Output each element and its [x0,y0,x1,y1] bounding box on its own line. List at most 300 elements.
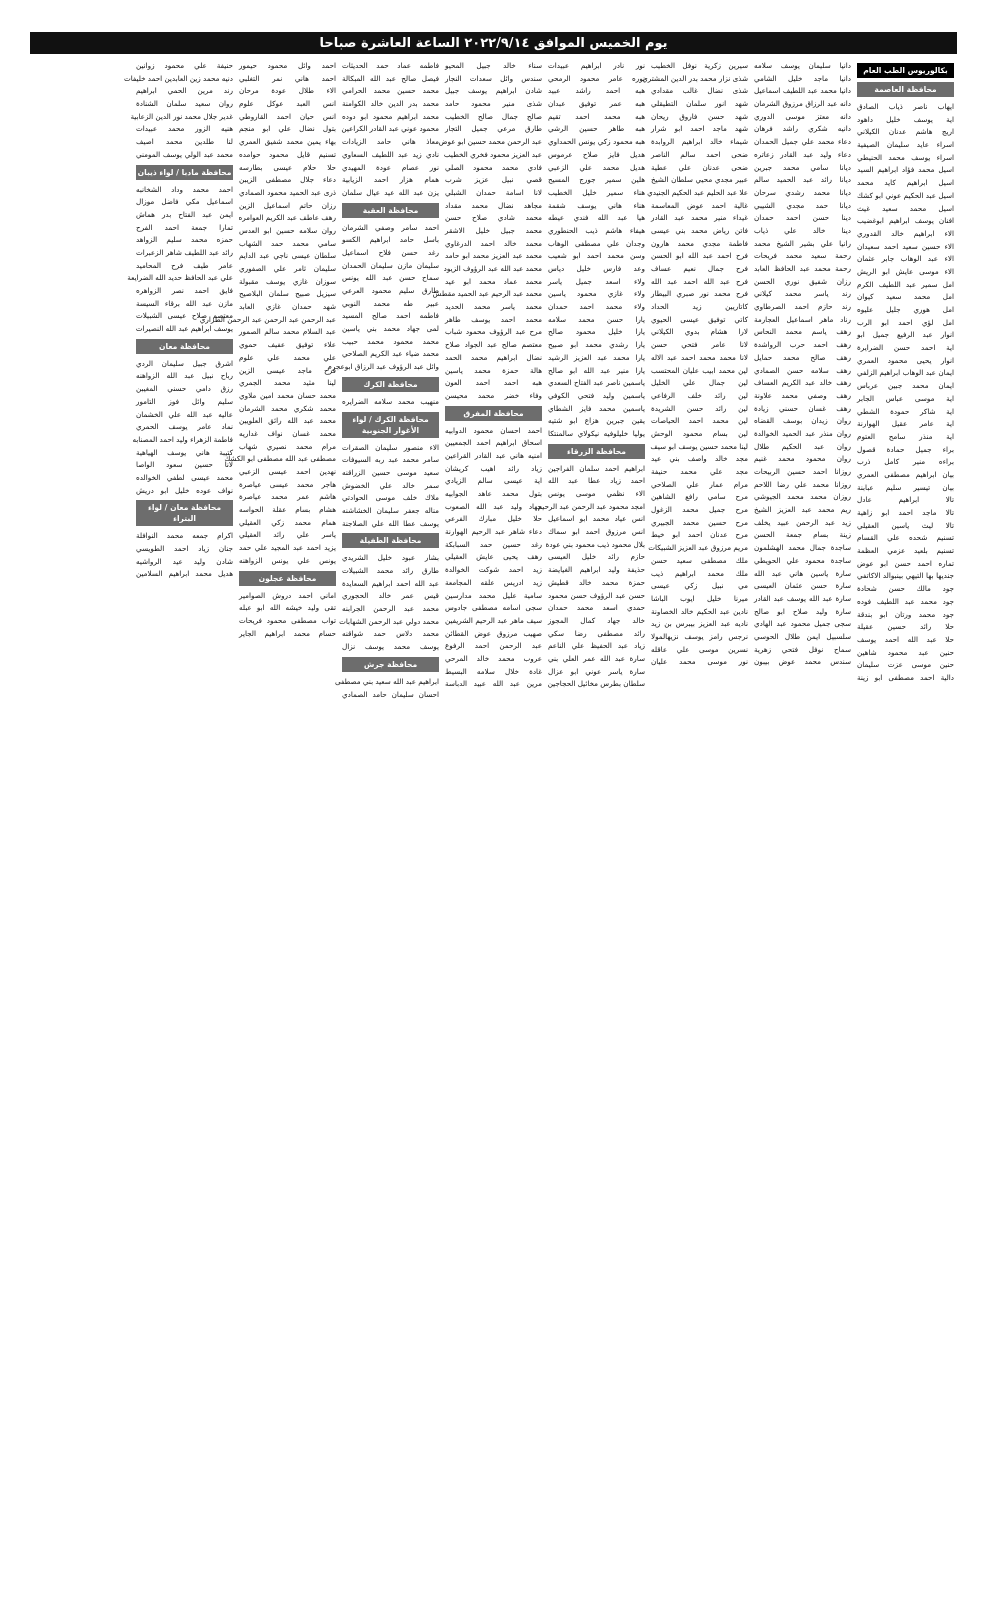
section-header: محافظة المفرق [445,406,542,421]
section-header: محافظة عجلون [239,571,336,586]
name-entry: اية عامر عقيل الهوارنة [857,419,954,429]
name-entry: اية منذر سامح العتوم [857,431,954,441]
name-entry: لانا محمد محمد احمد عبد الاله [651,352,748,362]
name-entry: روان منذر عبد الحميد الخوالدة [754,428,851,438]
name-entry: محمد دولي عبد الرحمن الشهابات [339,616,439,626]
name-entry: صالح جمال صالح الخطيب [445,111,542,121]
name-entry: حلا رائد حسين عقيلة [857,622,954,632]
name-entry: نواف عوده خليل ابو دريش [136,485,233,495]
name-entry: فرح احمد عبد الله ابو الحسن [651,251,748,261]
name-entry: امجد محمود عبد الرحمن عبد الرحيم [537,501,645,511]
name-entry: دعاء شاهر عبد الرحيم الهوارنة [445,527,542,537]
name-entry: رباح نبيل عبد الله الزواهنه [136,371,233,381]
name-entry: جنان زياد احمد الطويسي [136,544,233,553]
name-entry: سيف ماهر عبد الرحيم الشريفين [445,615,542,625]
name-entry: محمد عبد الله عبد الرؤوف الزيود [443,264,542,273]
name-entry: يزن عبد الله عيد عيال سلمان [342,187,439,197]
name-entry: ناديه عبد العزيز بيبرس بن زيد [651,619,748,629]
name-entry: مرام عمار علي الصلاحي [651,479,748,489]
name-entry: جود مالك حسن شحادة [857,584,954,594]
name-entry: رائد عبد اللطيف شاهر الزعبرات [136,247,233,257]
name-entry: بتول نضال علي ابو منجم [239,124,336,134]
name-entry: لانا حسين سعود الواصا [136,460,233,470]
name-entry: يوسف ابراهيم عبد الله النصيرات [135,324,233,334]
name-entry: خالد جهاد كمال المجوز [548,615,645,625]
name-entry: يارا رشدي محمد ابو صبيح [548,340,645,350]
name-entry: نور عصام عودة المهيدي [342,162,439,172]
name-entry: سليمان مازن سليمان الحمدان [342,260,439,270]
name-entry: يارا خليل محمود صالح [548,327,645,337]
name-entry: محمد خالد احمد الدرغاوي [445,238,542,248]
name-entry: فاتن رياض محمد بني عيسى [651,225,748,235]
name-entry: بيان ابراهيم مصطفى العمري [857,469,954,479]
name-entry: لانا عامر فتحي حسن [651,340,748,350]
name-entry: تمارا جمعة احمد الفرح [136,222,233,232]
name-entry: امل لؤي احمد ابو الرب [857,317,954,327]
name-entry: رهف صالح محمد حمايل [754,352,851,362]
date-banner: يوم الخميس الموافق ٢٠٢٢/٩/١٤ الساعة العاشرة صباحا [30,32,957,54]
name-entry: رهف ياسم محمد النحاس [754,327,851,337]
name-entry: هناء هاني يوسف شقمة [548,200,645,210]
name-entry: هاجر محمد عيسى عياصرة [239,479,336,489]
name-entry: شذى نزار محمد بدر الدين المشتري [642,73,748,83]
name-entry: سارة ياسين هاني عبد الله [754,568,851,578]
name-entry: عبد السلام محمد سالم الصمور [239,327,336,337]
name-entry: لين رائد حسن الشريدة [651,403,748,413]
name-entry: لين جمال علي الخليل [651,378,748,388]
name-entry: ياسمين وليد فتحي الكوفي [548,390,645,400]
name-entry: فايق احمد نصر الزواهره [136,286,233,295]
name-entry: زياد عبد الحفيظ علي الناعم [548,641,645,651]
name-entry: يقين جبرين هزاع ابو شتيه [548,416,645,426]
name-entry: ايمن عبد الفتاح بدر هماش [136,209,233,219]
name-entry: يوسف عطا الله علي الصلاجنة [342,518,439,528]
name-entry: سامر محمد عبد ربه السيوفات [342,455,439,465]
name-entry: زينة بسام جمعة الحسن [754,530,851,540]
name-entry: فرح جمال نعيم عساف [651,264,748,273]
name-entry: جود محمد عبد اللطيف فوده [857,596,954,606]
name-entry: هبه عمر توفيق عبدان [548,99,645,109]
name-entry: اكرام جمعه محمد النوافلة [136,531,233,541]
name-entry: احسان سليمان حامد الصمادي [342,689,439,699]
name-entry: محمد ابراهيم محمود ابو دوده [342,111,439,121]
name-entry: رهف وصفي محمد علاونة [754,390,851,400]
name-entry: امل هوري جليل عليوه [857,305,954,314]
name-entry: محمد عبد الولي يوسف المومني [136,149,233,159]
name-entry: هبه احمد احمد العون [445,378,542,388]
section-header: محافظة جرش [342,657,439,672]
name-entry: قيس عمر خالد الحجوري [342,591,439,601]
name-entry: انس مرزوق احمد ابو سماك [548,527,645,537]
name-entry: لين محمد احمد الحياصات [651,416,748,426]
name-entry: روان زيدان بوسف القضاه [754,416,851,426]
name-entry: حسام محمد ابراهيم الجاير [239,628,336,638]
section-header: محافظة الزرقاء [548,444,645,459]
name-entry: بتول محمد عاهد الجوابيه [445,489,542,498]
name-entry: قصي نبيل عزيز شرب [445,175,542,185]
name-entry: زيد احمد شوكت الخوالدة [445,565,542,575]
name-entry: اية يوسف خليل داهود [857,114,954,124]
name-entry: رند حازم احمد الصرطاوي [754,302,851,312]
names-columns [30,60,957,705]
name-entry: جهاد وليد عبد الله الصعوب [445,501,542,511]
name-entry: فادي محمد محمود الصلي [445,162,542,172]
name-entry: بيان تيسير سليم عبابنة [857,482,954,492]
name-entry: الاء نظمي موسى يونس [548,489,645,498]
name-entry: ولاء غازي محمود ياسين [548,289,645,299]
name-entry: هناء سمير خليل الخطيب [548,187,645,197]
name-entry: طارق رائد محمد الشبيلات [342,566,439,575]
section-header: محافظة معان / لواء البتراء [136,500,233,526]
column-8 [123,60,236,705]
name-entry: مناله جعفر سليمان الخشاشنه [342,505,439,515]
name-entry: دانه عبد الرزاق مرزوق الشرمان [754,99,851,109]
name-entry: نهدين احمد عيسى الزعبي [239,467,336,476]
name-entry: هديل فايز صلاح عرموس [548,149,645,159]
name-entry: غادة خلال سلامه البسيط [445,666,542,676]
name-entry: اسيل عبد الحكيم عوني ابو كشك [857,190,954,200]
name-entry: اية موسى عباس الجابر [857,393,954,403]
name-entry: معاذ هاني حامد الزيادات [342,137,439,147]
name-entry: اسحاق ابراهيم احمد الجمعيين [445,438,542,448]
name-entry: محمد عبد الرحيم عبد الحميد مقطش [432,289,542,299]
name-entry: مرح حسين محمد الجبيري [651,517,748,527]
name-entry: اسيل ابراهيم كايد محمد [857,178,954,188]
name-entry: انس العبد عوكل علوم [239,99,336,109]
name-entry: تواب مصطفى محمود فريحات [239,615,336,625]
name-entry: اية عيسى سالم الزيادي [445,476,542,486]
name-entry: عبد الرحمن احمد الرفوع [445,641,542,651]
name-entry: لين بسام محمود الوحش [651,428,748,438]
name-entry: شذى منير محمود حامد [445,99,542,109]
name-entry: محمد حسان محمد امين ملاوي [239,390,336,400]
name-entry: هاشم عمر محمد عياصرة [239,492,336,502]
name-entry: شذى نضال غالب مقدادي [651,86,748,96]
name-entry: مريم مرزوق عبد العزيز الشبيكات [648,543,748,553]
name-entry: معتصم صالح عبد الجواد صلاح [445,340,542,350]
name-entry: الاء عبد الوهاب جابر عثمان [857,254,954,264]
name-entry: سوزان غازي يوسف مقبولة [239,276,336,286]
name-entry: كاتي توفيق عيسى الحيوي [651,314,748,324]
name-entry: محمد بدر الدين خالد الكوامنة [342,99,439,109]
name-entry: هبه محمد احمد تقيم [548,111,645,121]
name-entry: محمود عوني عبد القادر الكراعين [341,124,439,134]
name-entry: حمدي اسعد محمد حمدان [548,603,645,613]
name-entry: دينا حسن احمد حمدان [754,213,851,223]
name-entry: دعاء وليد عبد القادر زعاتره [754,149,851,159]
name-entry: ايهاب ناصر ذياب الصادق [857,102,954,111]
name-entry: تسنيم بلعيد عزمي العظمة [857,546,954,556]
name-entry: حلا حلام عيسى بطارسه [239,162,336,172]
name-entry: سامي محمد حمد الشهاب [239,238,336,248]
name-entry: بهاء يمين محمد شفيق العمري [239,137,336,147]
name-entry: رغد حسن فلاح اسماعيل [342,247,439,257]
name-entry: احمد وائل محمود حيمور [239,61,336,70]
name-entry: سندس وائل سعدات النجار [445,73,542,83]
name-entry: روان سعيد سلمان الشنادة [136,99,233,109]
section-header: محافظة معان [136,339,233,354]
name-entry: محمد عيسى لطفي الخوالده [136,472,233,482]
name-entry: وفاء خضر محمد محيسن [445,390,542,400]
name-entry: هبه احمد راشد عبيد [548,86,645,96]
name-entry: احمد سامر وصفي الشرمان [342,222,439,232]
name-entry: فاطمة الزهراء وليد احمد المصنابه [132,434,233,444]
name-entry: هلين سمير جورج المسيح [548,175,645,185]
name-entry: علي عبد الحافظ حديد الله الضرايعة [127,273,233,283]
name-entry: علي محمد علي علوم [239,352,336,362]
name-entry: اية شاكر حمودة الشطي [857,406,954,416]
name-entry: سليمان ثامر علي الصفوري [239,264,336,273]
name-entry: دعاء محمد علي جميل الحمدان [754,137,851,147]
name-entry: انس عياد محمد ابو اسماعيل [548,514,645,524]
name-entry: عبد الرحمن عبد الرحمن عبد الرحمن الطراري [199,314,336,324]
name-entry: سناء خالد جبيل المحيو [445,61,542,70]
name-entry: شادن ابراهيم يوسف جبيل [445,86,542,96]
column-3 [642,60,751,705]
name-entry: رحمة سعيد محمد فريحات [754,251,851,261]
name-entry: عبد الرحمن محمد حسين ابو عوض [438,137,542,147]
name-entry: رزق دامي حسني المغيبن [136,384,233,394]
name-entry: براء جميل حمادة قصول [857,444,954,454]
name-entry: فاطمه عماد حمد الحديثات [342,61,439,70]
name-entry: ديانا محمد رشدي سرحان [754,187,851,197]
name-entry: دانيا ماجد خليل الشامي [754,73,851,83]
name-entry: اماني احمد دروش الصوامير [239,590,336,600]
name-entry: وسن محمد احمد ابو شعيب [548,251,645,261]
name-entry: الاء حسين سعيد احمد سعيدان [857,241,954,251]
name-entry: علاء توفيق عفيف حموي [239,340,336,350]
name-entry: نسرين موسى علي عاقله [651,644,748,654]
name-entry: مرح عدنان احمد ابو خيط [651,530,748,540]
name-entry: تالا ليث ياسين العقيلي [857,520,954,530]
name-entry: مازن عبد الله برقاء السيسة [136,298,233,308]
name-entry: مجاهد نضال محمد مقداد [445,200,542,210]
name-entry: هنيه الزور محمد عبيدات [136,124,233,134]
name-entry: شيماء خالد ابراهيم الروابدة [651,137,748,147]
name-entry: اسيل محمد سعيد غيث [857,203,954,213]
name-entry: رانيا علي بشير الشيخ محمد [754,238,851,248]
name-entry: ديانا حمد مجدي الشيبي [754,200,851,210]
name-entry: اية احمد حسن الضرايرة [857,343,954,353]
name-entry: غيداء منير محمد عبد القادر [651,213,748,223]
name-entry: هيا عبد الله فندي عيطه [548,213,645,223]
name-entry: هبه محمود زكي يونس الحمداوي [548,137,645,147]
name-entry: محمد دلاس حمد شواقنه [342,629,439,639]
name-entry: سارة وليد صلاح ابو صالح [754,606,851,616]
name-entry: انوار يحيى محمود العمري [857,355,954,365]
name-entry: سجى جميل محمود عبد الهادي [754,619,851,629]
name-entry: سيرين زكرية نوفل الخطيب [651,61,748,70]
name-entry: الاء منصور سليمان الصقرات [342,442,439,452]
name-entry: زيد عبد الرحمن عبيد يخلف [754,517,851,527]
name-entry: وجدان علي مصطفى الوهاب [548,238,645,248]
name-entry: نادين عبد الحكيم خالد الخصاونة [651,606,748,616]
name-entry: رزان حاتم اسماعيل الزين [239,200,336,210]
name-entry: هالة حمزة محمد ياسين [445,365,542,375]
name-entry: نور نادر ابراهيم عبيدات [548,61,645,70]
name-entry: عامر طيف فرح المحاميد [136,260,233,270]
name-entry: يوسف محمد يوسف نزال [342,642,439,652]
name-entry: باسل حامد ابراهيم الكسو [342,235,439,245]
name-entry: حذيفة وليد ابراهيم الغيايضة [548,565,645,575]
name-entry: رند ياسر محمد كيلاني [754,289,851,299]
name-entry: همام هزار احمد الزيابية [342,175,439,185]
name-entry: محمد ياسر محمد الحديد [445,302,542,312]
name-entry: كاتاريين زيد الحداد [651,302,748,312]
name-entry: اسيل محمد فؤاد ابراهيم السيد [857,165,954,175]
name-entry: زياد رائد اهيب كريشان [445,463,542,473]
name-entry: لمى جهاد محمد بني ياسين [342,324,439,334]
name-entry: ريم محمد عبد العزيز الشيخ [754,505,851,515]
name-entry: سارة عبد الله يوسف عبد القادر [754,593,851,603]
name-entry: ياسر علي رائد العقيلي [239,530,336,540]
name-entry: غدير جلال محمد نور الدين الزعابية [130,111,233,121]
name-entry: سارة حسن عثمان العيسى [754,581,851,591]
name-entry: كتيبة هاني يوسف الهياهية [136,447,233,457]
name-entry: لين محمد ابيب عليان المحتسب [651,365,748,375]
name-entry: سيزيل صبيح سلمان البلاصيح [239,289,336,299]
name-entry: انس حيان احمد القاروطي [239,111,336,121]
name-entry: محمد ضياء عبد الكريم الصلاحي [342,349,439,359]
name-entry: مرح سامي رافع الشاهين [651,492,748,502]
name-entry: يارا منير عبد الله ابو صالح [548,365,645,375]
name-entry: سليم وائل فوز التامور [136,396,233,406]
name-entry: ولاء محمد احمد حمدان [548,302,645,312]
name-entry: يوليا خليلوفيه نيكولاي سالمنتكا [548,428,645,438]
section-header: محافظة العاصمة [857,82,954,97]
name-entry: محمد محمود محمد حبيب [342,336,439,346]
name-entry: نوره عامر محمود الرمحي [548,73,645,83]
name-entry: حنيفة علي محمود زوانين [136,61,233,70]
name-entry: همام محمد زكي العقيلي [239,517,336,527]
name-entry: ملك محمد ابراهيم ذيب [651,568,748,578]
name-entry: حسن عبد الرؤوف حسن محمود [548,590,645,600]
name-entry: هبه طاهر حسين الرشي [548,124,645,134]
name-entry: حنين عبد محمود شاهين [857,647,954,657]
name-entry: ولاء اسعد جميل ياسر [548,276,645,286]
name-entry: ياسمين محمد فايز الشطاي [548,403,645,413]
name-entry: طارق سليم محمود العرعي [342,286,439,295]
name-entry: يزيد احمد عبد المجيد علي حمد [239,543,336,553]
name-entry: جنديها بها التيهي بينبوالد الاكاتفي [857,571,954,581]
name-entry: دانيا سليمان يوسف سلامه [754,61,851,70]
name-entry: ميرنا خليل ايوب الباشا [651,593,748,603]
name-entry: محمد غسان نواف غداريه [239,428,336,438]
name-entry: شهد حسن فاروق ريحان [651,111,748,121]
name-entry: روان عبد الحكيم طلال [754,441,851,451]
name-entry: شادن وليد عيد الرواشيه [136,556,233,566]
name-entry: سارة ياسر عوني ابو عزال [548,666,645,676]
name-entry: تالا ماجد احمد ابو زاهية [857,508,954,517]
column-4 [537,60,648,705]
name-entry: زيد ادريس علقه المجامعة [445,577,542,587]
name-entry: دانيه شكري راشد فرهان [754,124,851,134]
name-entry: رند مرين الحمي ابراهيم [136,86,233,96]
name-entry: يارا حسن محمد سلامه [548,314,645,324]
name-entry: امل سمير عبد اللطيف الكرم [857,279,954,289]
name-entry: نضال ابراهيم محمد الحمد [445,352,542,362]
column-1 [854,60,957,705]
name-entry: روان سلامه حسين ابو العدس [239,225,336,235]
name-entry: تسنيم قايل محمود حوامده [239,149,336,159]
name-entry: رحمة محمد عبد الحافظ العابد [754,264,851,273]
name-entry: عبير مجدي محيي سلطان الشيخ [651,175,748,185]
name-entry: ياسمين ناصر عبد الفتاح السعدي [548,378,645,388]
name-entry: رناد ماهر اسماعيل العجارمة [754,314,851,324]
name-entry: علا عبد الحليم عبد الحكيم الجنيدي [647,187,748,197]
name-entry: ايمان محمد جبين عرباس [857,381,954,391]
name-entry: ساجدة جمال محمد الهشلمون [754,543,851,553]
section-header: بكالوريوس الطب العام [857,63,954,78]
name-entry: رهف غسان حسني زيادة [754,403,851,413]
name-entry: رهف يحيى عايش العقيلي [445,552,542,562]
name-entry: مرح جميل محمد الزغول [651,505,748,515]
name-entry: منهيب محمد سلامه الضرايره [342,396,439,406]
name-entry: مجد خالد واصف بني عيد [651,454,748,464]
name-entry: مصطفى عبد الله مصطفى ابو الكشك [224,454,336,464]
name-entry: لين رائد خلف الرفاعي [651,390,748,400]
name-entry: افنان يوسف ابراهيم ابوغضيب [857,216,954,226]
name-entry: نماد عامر يوسف الحمري [136,422,233,432]
column-2 [751,60,854,705]
name-entry: نور موسى محمد عليان [651,657,748,667]
name-entry: ابراهيم عبد الله سعيد بني مصطفى [335,676,439,686]
name-entry: حمزة محمد خالد قطيش [548,577,645,587]
name-entry: معتصم صلاح عيسى الشبيلات [136,311,233,321]
name-entry: دعاء جلال مصطفى الزيبن [239,175,336,185]
name-entry: حلا عبد الله احمد يوسف [857,634,954,644]
column-6 [327,60,442,705]
name-entry: اسماعيل مكي فاضل موزال [136,197,233,207]
name-entry: امنيه هاني عبد القادر القراعين [445,450,542,460]
name-entry: ملاك خلف موسى الحوادتي [342,493,439,503]
name-entry: ملك مصطفى سعيد حسن [651,555,748,565]
name-entry: لانا اسامة حمدان الشبلي [445,187,542,197]
name-entry: سلطان عيسى ناجي عبد الدايم [239,251,336,261]
name-entry: رهف خالد عبد الكريم العساف [754,378,851,388]
name-entry: دانيا محمد عبد اللطيف اسماعيل [754,86,851,96]
name-entry: فرح عبد الله احمد عبد الله [651,276,748,286]
name-entry: رائد مصطفى رضا سكي [548,628,645,638]
name-entry: ابراهيم احمد سلمان الفراجين [548,463,645,473]
name-entry: نادي زيد عبد اللطيف السعاوي [342,149,439,159]
name-entry: محمد حسين محمد الحرامي [342,86,439,96]
name-entry: انوار عبد الرفيع جميل ابو [857,330,954,340]
name-entry: ذرى عبد الحميد محمود الصمادي [239,187,336,197]
name-entry: براءه منير كامل ذرب [857,457,954,467]
name-entry: مجد علي محمد حنيفة [651,467,748,476]
name-entry: سعيد موسى حسين الزراقنه [342,467,439,477]
name-entry: عاليه عبد الله علي الخشمان [136,409,233,419]
name-entry: روان محمود محمد غنيم [754,454,851,464]
name-entry: بلال محمود ذيب محمود بني عودة [545,539,645,549]
name-entry: محمد احمد يوسف طاهر [445,314,542,324]
name-entry: عبير طه محمد النوبي [342,298,439,308]
name-entry: هشام بسام عقلة الحواسه [239,505,336,515]
name-entry: احمد زياد عطا عبد الله [548,476,645,486]
name-entry: يونس علي يونس الزواهنه [239,555,336,565]
name-entry: امل محمد سعيد كيوان [857,292,954,302]
name-entry: سمر خالد علي الخضوش [342,480,439,490]
name-entry: طارق مرعي جميل التجار [445,124,542,134]
name-entry: عروب محمد خالد المرحي [445,653,542,663]
name-entry: رهف سلامه حسن الصمادي [754,365,851,375]
section-header: محافظة الكرك / لواء الأغوار الجنوبية [342,412,439,438]
name-entry: وائل عبد الرؤوف عبد الرزاق ابوعجرم [327,362,439,372]
name-entry: الاء ابراهيم خالد القدوري [857,228,954,238]
column-5 [432,60,545,705]
name-entry: هديل محمد ابراهيم السلامين [136,569,233,579]
